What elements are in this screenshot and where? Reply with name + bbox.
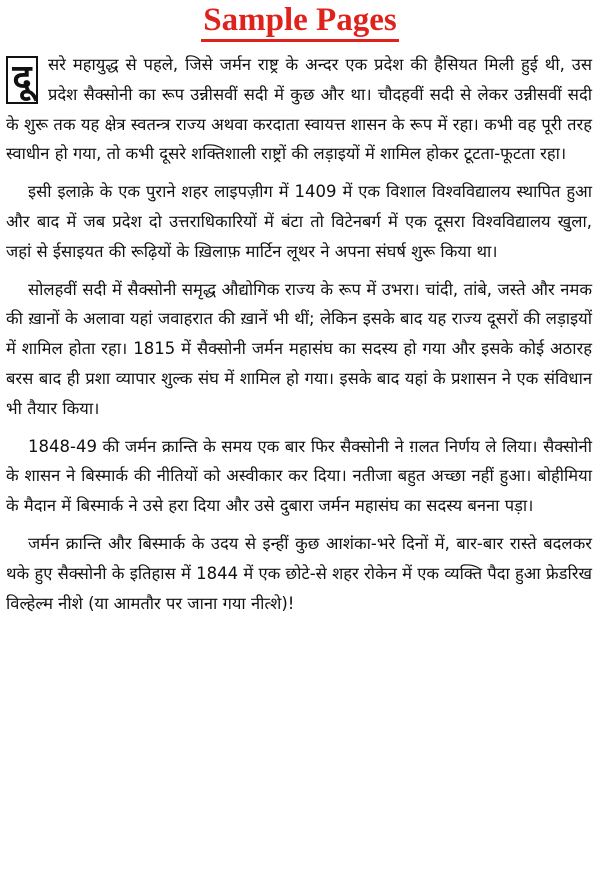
- paragraph-4: 1848-49 की जर्मन क्रान्ति के समय एक बार फिर सैक्सोनी ने ग़लत निर्णय ले लिया। सैक्सोनी के शासन ने बिस्मार्क की नीतियों को अस्वीकार कर दिया। नतीजा बहुत अच्छा नहीं हुआ। बोहीमिया के मैदान में बिस्मार्क ने उसे हरा दिया और उसे दुबारा जर्मन महासंघ का सदस्य बनना पड़ा।: [6, 436, 592, 516]
- article-body: [6, 50, 592, 626]
- paragraph-5: जर्मन क्रान्ति और बिस्मार्क के उदय से इन्हीं कुछ आशंका-भरे दिनों में, बार-बार रास्ते बदलकर थके हुए सैक्सोनी के इतिहास में 1844 में एक छोटे-से शहर रोकेन में एक व्यक्ति पैदा हुआ फ्रेडरिख विल्हेल्म नीशे (या आमतौर पर जाना गया नीत्शे)!: [6, 533, 592, 613]
- drop-cap: दू: [6, 56, 38, 104]
- header: [0, 0, 600, 44]
- paragraph-1-text: सरे महायुद्ध से पहले, जिसे जर्मन राष्ट्र के अन्दर एक प्रदेश की हैसियत मिली हुई थी, उस प्रदेश सैक्सोनी का रूप उन्नीसवीं सदी में कुछ और था। चौदहवीं सदी से लेकर उन्नीसवीं सदी के शुरू तक यह क्षेत्र स्वतन्त्र राज्य अथवा करदाता स्वायत्त शासन के रूप में रहा। कभी वह पूरी तरह स्वाधीन हो गया, तो कभी दूसरे शक्तिशाली राष्ट्रों की लड़ाइयों में शामिल होकर टूटता-फूटता रहा।: [6, 55, 592, 164]
- paragraph-3: सोलहवीं सदी में सैक्सोनी समृद्ध औद्योगिक राज्य के रूप में उभरा। चांदी, तांबे, जस्ते और नमक की ख़ानों के अलावा यहां जवाहरात की ख़ानें भी थीं; लेकिन इसके बाद यह राज्य दूसरों की लड़ाइयों में शामिल होता रहा। 1815 में सैक्सोनी जर्मन महासंघ का सदस्य हो गया और इसके कोई अठारह बरस बाद ही प्रशा व्यापार शुल्क संघ में शामिल हो गया। इसके बाद यहां के प्रशासन ने एक संविधान भी तैयार किया।: [6, 279, 592, 418]
- page-title: Sample Pages: [201, 1, 398, 42]
- paragraph-2: इसी इलाक़े के एक पुराने शहर लाइपज़ीग में 1409 में एक विशाल विश्वविद्यालय स्थापित हुआ और बाद में जब प्रदेश दो उत्तराधिकारियों में बंटा तो विटेनबर्ग में एक दूसरा विश्वविद्यालय खुला, जहां से ईसाइयत की रूढ़ियों के ख़िलाफ़ मार्टिन लूथर ने अपना संघर्ष शुरू किया था।: [6, 182, 592, 261]
- paragraph-1: [6, 50, 592, 169]
